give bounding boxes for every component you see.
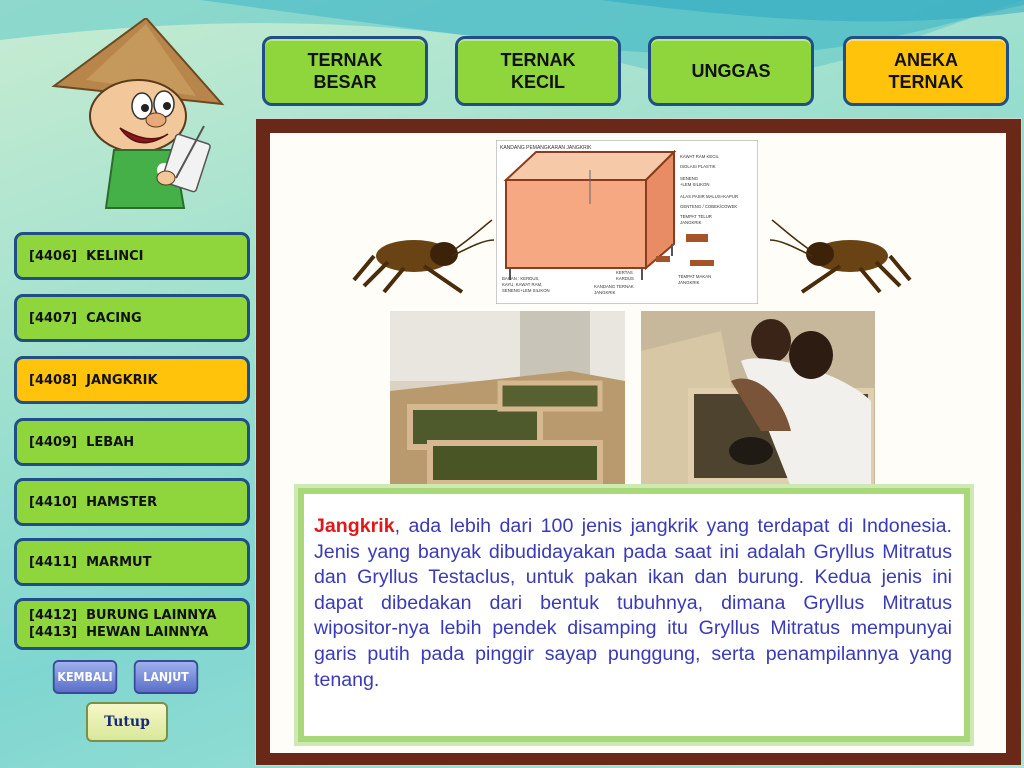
diagram-label: JANGKRIK bbox=[678, 280, 700, 285]
diagram-label: GENTENG / COBEK/COWEK bbox=[680, 204, 738, 209]
sidebar-item-label: [4413] HEWAN LAINNYA bbox=[29, 625, 209, 640]
tutup-button[interactable]: Tutup bbox=[86, 702, 168, 742]
diagram-label: JANGKRIK bbox=[680, 220, 702, 225]
kembali-button[interactable]: KEMBALI bbox=[53, 660, 117, 694]
cricket-farm-photo-1 bbox=[390, 311, 625, 487]
sidebar-item-label: [4407] CACING bbox=[29, 310, 142, 326]
diagram-title: KANDANG PEMANGKARAN JANGKRIK bbox=[500, 145, 592, 151]
cricket-illustration-right bbox=[770, 216, 920, 296]
diagram-label: TEMPAT MAKAN bbox=[678, 274, 712, 279]
sidebar-item-cacing[interactable] bbox=[14, 294, 250, 342]
diagram-label: KARDUS bbox=[616, 276, 634, 281]
diagram-label: KANDANG TERNAK bbox=[594, 284, 634, 289]
sidebar-item-kelinci[interactable] bbox=[14, 232, 250, 280]
tab-aneka-ternak[interactable]: ANEKA TERNAK bbox=[843, 36, 1009, 106]
sidebar-item-label: [4412] BURUNG LAINNYA bbox=[29, 608, 217, 623]
lanjut-button[interactable]: LANJUT bbox=[134, 660, 198, 694]
sidebar-item-burung-hewan-lainnya[interactable] bbox=[14, 598, 250, 650]
diagram-label: ISOLASI PLASTIK bbox=[680, 164, 716, 169]
diagram-label: SENENG bbox=[680, 176, 699, 181]
diagram-label: ALAS PASIR MALUS+KAPUR bbox=[680, 194, 739, 199]
diagram-label: KAYU, KAWAT RAM, bbox=[502, 282, 543, 287]
sidebar-item-label: [4408] JANGKRIK bbox=[29, 372, 158, 388]
tab-unggas[interactable]: UNGGAS bbox=[648, 36, 814, 106]
diagram-label: BAHAN : KERDUS, bbox=[502, 276, 540, 281]
cricket-farm-photo-2 bbox=[641, 311, 875, 487]
article-paragraph bbox=[314, 514, 952, 693]
diagram-label: SENENG+LEM SILIKON bbox=[502, 288, 550, 293]
diagram-label: +LEM SILIKON bbox=[680, 182, 710, 187]
diagram-label: KAWAT RAM KECIL bbox=[680, 154, 719, 159]
sidebar-item-hamster[interactable] bbox=[14, 478, 250, 526]
sidebar-item-jangkrik[interactable] bbox=[14, 356, 250, 404]
tab-ternak-kecil[interactable]: TERNAK KECIL bbox=[455, 36, 621, 106]
diagram-label: TEMPAT TELUR bbox=[680, 214, 712, 219]
sidebar-item-label: [4410] HAMSTER bbox=[29, 494, 158, 510]
diagram-label: KERTAS bbox=[616, 270, 633, 275]
sidebar-item-label: [4411] MARMUT bbox=[29, 554, 152, 570]
article-keyword: Jangkrik bbox=[314, 515, 395, 537]
sidebar-item-label: [4409] LEBAH bbox=[29, 434, 135, 450]
sidebar-item-lebah[interactable] bbox=[14, 418, 250, 466]
sidebar-item-label: [4406] KELINCI bbox=[29, 248, 144, 264]
sidebar-item-marmut[interactable] bbox=[14, 538, 250, 586]
farmer-mascot-illustration bbox=[46, 18, 236, 214]
diagram-label: JANGKRIK bbox=[594, 290, 616, 295]
cage-diagram bbox=[496, 140, 758, 304]
cricket-illustration-left bbox=[344, 216, 494, 296]
tab-ternak-besar[interactable]: TERNAK BESAR bbox=[262, 36, 428, 106]
article-text-box bbox=[298, 488, 970, 742]
article-body: , ada lebih dari 100 jenis jangkrik yang terdapat di Indonesia. Jenis yang banyak dibudidayakan pada saat ini adalah Gryllus Mitratus dan Gryllus Testaclus, untuk pakan ikan dan burung. Kedua jenis ini dapat dibedakan dari bentuk tubuhnya, dimana Gryllus Mitratus wipositor-nya lebih pendek disamping itu Gryllus Mitratus mempunyai garis putih pada pinggir sayap punggung, serta penampilannya yang tenang. bbox=[314, 515, 952, 691]
top-category-nav bbox=[262, 36, 1014, 110]
